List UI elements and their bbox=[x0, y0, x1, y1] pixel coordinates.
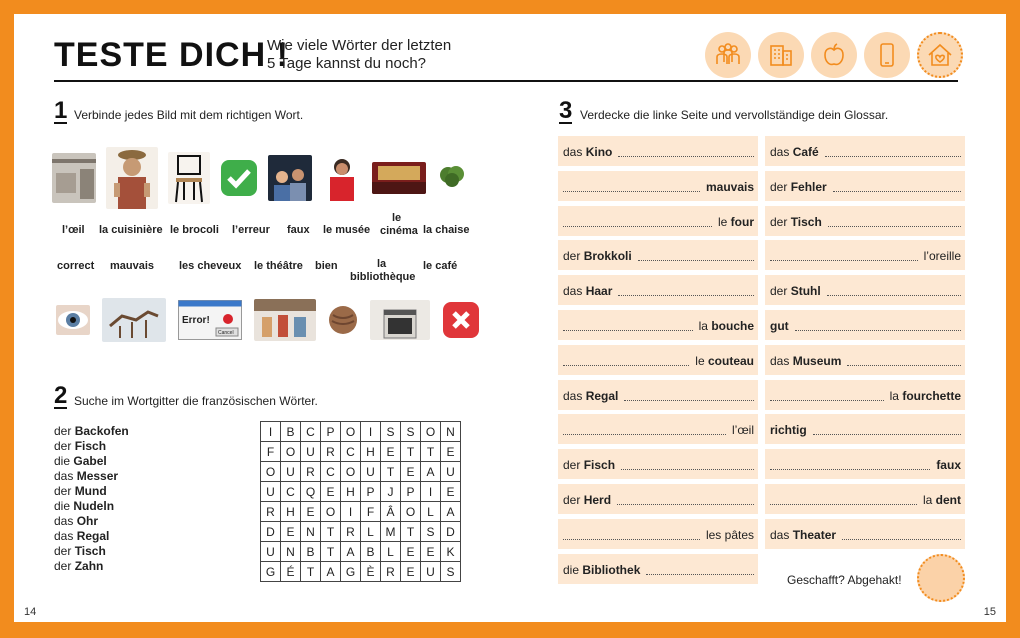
glossary-term bbox=[924, 249, 961, 263]
grid-cell[interactable]: O bbox=[421, 422, 441, 442]
grid-cell[interactable]: E bbox=[441, 482, 461, 502]
grid-cell[interactable]: S bbox=[401, 422, 421, 442]
chef-photo bbox=[106, 147, 158, 209]
glossary-word: pâtes bbox=[724, 527, 754, 542]
glossary-article: das bbox=[770, 145, 790, 159]
grid-row bbox=[261, 462, 461, 482]
search-word bbox=[54, 544, 129, 559]
grid-cell[interactable]: T bbox=[321, 522, 341, 542]
search-word bbox=[54, 559, 129, 574]
glossary-term bbox=[890, 389, 961, 403]
answer-line[interactable] bbox=[795, 330, 961, 331]
glossary-article: le bbox=[695, 353, 705, 368]
glossary-term bbox=[770, 528, 836, 542]
grid-cell[interactable]: O bbox=[401, 502, 421, 522]
glossary-word: Fehler bbox=[790, 179, 827, 194]
glossary-article: la bbox=[922, 493, 933, 507]
grid-cell[interactable]: T bbox=[401, 522, 421, 542]
grid-cell[interactable]: H bbox=[341, 482, 361, 502]
grid-cell[interactable]: T bbox=[401, 442, 421, 462]
answer-line[interactable] bbox=[828, 226, 961, 227]
glossary-cell[interactable] bbox=[765, 240, 965, 270]
glossary-word: l’oreille bbox=[923, 249, 961, 264]
answer-line[interactable] bbox=[813, 434, 961, 435]
glossary-word: mauvais bbox=[705, 179, 754, 194]
glossary-term bbox=[936, 458, 961, 472]
word-option: correct bbox=[57, 260, 95, 272]
search-word-noun: Mund bbox=[74, 484, 107, 498]
word-search-grid bbox=[260, 421, 461, 582]
page-subtitle bbox=[267, 37, 451, 73]
glossary-term bbox=[770, 180, 827, 194]
word-option: mauvais bbox=[110, 260, 155, 272]
search-word-article: der bbox=[54, 484, 72, 498]
grid-cell[interactable]: T bbox=[381, 462, 401, 482]
oven-photo bbox=[370, 300, 430, 340]
glossary-cell[interactable] bbox=[765, 345, 965, 375]
search-word-noun: Ohr bbox=[76, 514, 99, 528]
glossary-cell[interactable] bbox=[558, 171, 758, 201]
word-option: le café bbox=[423, 260, 458, 272]
answer-line[interactable] bbox=[563, 191, 700, 192]
eye-photo bbox=[56, 305, 90, 335]
grid-cell[interactable]: A bbox=[321, 562, 341, 582]
word-option: la bbox=[377, 258, 387, 270]
grid-cell[interactable]: H bbox=[281, 502, 301, 522]
word-option: la chaise bbox=[423, 224, 470, 236]
glossary-term bbox=[770, 145, 819, 159]
grid-cell[interactable]: T bbox=[301, 562, 321, 582]
answer-line[interactable] bbox=[770, 504, 917, 505]
glossary-cell[interactable] bbox=[558, 484, 758, 514]
cinema-audience-photo bbox=[268, 155, 312, 201]
page-number-right: 15 bbox=[983, 606, 996, 618]
grid-cell[interactable]: P bbox=[401, 482, 421, 502]
done-label: Geschafft? Abgehakt! bbox=[787, 573, 902, 587]
grid-row bbox=[261, 502, 461, 522]
glossary-article: das bbox=[563, 284, 583, 299]
answer-line[interactable] bbox=[847, 365, 961, 366]
glossary-word: Haar bbox=[585, 284, 613, 299]
grid-cell[interactable]: E bbox=[421, 542, 441, 562]
grid-cell[interactable]: P bbox=[321, 422, 341, 442]
glossary-cell[interactable] bbox=[558, 240, 758, 270]
grid-cell[interactable]: M bbox=[381, 522, 401, 542]
search-word-article: der bbox=[54, 559, 72, 573]
glossary-word: Brokkoli bbox=[583, 249, 632, 264]
glossary-word: Herd bbox=[583, 493, 612, 507]
grid-row bbox=[261, 442, 461, 462]
answer-line[interactable] bbox=[825, 156, 961, 157]
glossary-cell[interactable] bbox=[558, 554, 758, 584]
glossary-term bbox=[770, 319, 789, 333]
search-word-noun: Messer bbox=[76, 469, 119, 483]
word-option: le musée bbox=[323, 224, 371, 236]
done-checkbox[interactable] bbox=[917, 554, 965, 602]
grid-cell[interactable]: S bbox=[421, 522, 441, 542]
grid-cell[interactable]: L bbox=[361, 522, 381, 542]
glossary-cell[interactable] bbox=[765, 275, 965, 305]
grid-cell[interactable]: B bbox=[281, 422, 301, 442]
woman-thinking-photo bbox=[322, 155, 362, 201]
exercise-1-number: 1 bbox=[54, 97, 68, 124]
answer-line[interactable] bbox=[770, 469, 930, 470]
search-word-article: das bbox=[54, 529, 74, 543]
grid-cell[interactable]: U bbox=[441, 462, 461, 482]
word-option: l’œil bbox=[62, 224, 85, 236]
grid-cell[interactable]: E bbox=[401, 542, 421, 562]
grid-cell[interactable]: N bbox=[281, 542, 301, 562]
word-row-1 bbox=[14, 210, 494, 240]
glossary-article: der bbox=[770, 284, 788, 299]
house-heart-icon bbox=[917, 32, 963, 78]
grid-cell[interactable]: A bbox=[421, 462, 441, 482]
kitchen-photo bbox=[52, 153, 96, 203]
answer-line[interactable] bbox=[624, 400, 754, 401]
grid-cell[interactable]: I bbox=[261, 422, 281, 442]
grid-cell[interactable]: O bbox=[341, 422, 361, 442]
grid-cell[interactable]: R bbox=[301, 462, 321, 482]
grid-cell[interactable]: R bbox=[321, 442, 341, 462]
glossary-term bbox=[923, 493, 961, 507]
word-option: bien bbox=[315, 260, 338, 272]
glossary-term bbox=[699, 319, 754, 333]
grid-cell[interactable]: P bbox=[361, 482, 381, 502]
grid-row bbox=[261, 482, 461, 502]
glossary-article: das bbox=[563, 388, 583, 403]
apple-icon bbox=[811, 32, 857, 78]
search-word-noun: Zahn bbox=[74, 559, 104, 573]
grid-cell[interactable]: S bbox=[441, 562, 461, 582]
grid-cell[interactable]: H bbox=[361, 442, 381, 462]
glossary-cell[interactable] bbox=[765, 136, 965, 166]
glossary-cell[interactable] bbox=[765, 310, 965, 340]
error-dialog-image bbox=[178, 300, 242, 340]
grid-cell[interactable]: Â bbox=[381, 502, 401, 522]
glossary-article: das bbox=[770, 527, 790, 542]
answer-line[interactable] bbox=[563, 365, 689, 366]
page-number-left: 14 bbox=[24, 606, 37, 618]
word-option: cinéma bbox=[380, 225, 418, 237]
grid-cell[interactable]: E bbox=[401, 562, 421, 582]
grid-cell[interactable]: U bbox=[301, 442, 321, 462]
grid-cell[interactable]: N bbox=[301, 522, 321, 542]
grid-cell[interactable]: C bbox=[321, 462, 341, 482]
image-row-bottom bbox=[56, 298, 480, 342]
search-word bbox=[54, 469, 129, 484]
grid-cell[interactable]: C bbox=[281, 482, 301, 502]
grid-cell[interactable]: O bbox=[321, 502, 341, 522]
glossary-article: der bbox=[770, 214, 788, 229]
glossary-article: das bbox=[563, 145, 583, 159]
glossary-term bbox=[563, 458, 615, 472]
search-word-noun: Backofen bbox=[74, 424, 129, 438]
glossary-word: Museum bbox=[792, 353, 842, 368]
answer-line[interactable] bbox=[638, 260, 754, 261]
grid-cell[interactable]: Q bbox=[301, 482, 321, 502]
green-check-icon bbox=[220, 159, 258, 197]
broccoli-photo bbox=[436, 161, 466, 195]
grid-cell[interactable]: G bbox=[261, 562, 281, 582]
grid-cell[interactable]: I bbox=[421, 482, 441, 502]
glossary-cell[interactable] bbox=[558, 275, 758, 305]
answer-line[interactable] bbox=[563, 539, 700, 540]
glossary-word: couteau bbox=[707, 353, 754, 368]
topic-icons bbox=[705, 32, 963, 78]
glossary-article: les bbox=[705, 527, 722, 542]
glossary-article: la bbox=[698, 319, 708, 333]
grid-cell[interactable]: O bbox=[281, 442, 301, 462]
glossary-term bbox=[563, 145, 612, 159]
smartphone-icon bbox=[864, 32, 910, 78]
word-option: faux bbox=[287, 224, 310, 236]
glossary-word: dent bbox=[935, 493, 961, 507]
glossary-word: richtig bbox=[770, 423, 807, 438]
answer-line[interactable] bbox=[770, 400, 884, 401]
grid-cell[interactable]: N bbox=[441, 422, 461, 442]
grid-cell[interactable]: I bbox=[361, 422, 381, 442]
glossary-cell[interactable] bbox=[765, 206, 965, 236]
grid-cell[interactable]: E bbox=[381, 442, 401, 462]
answer-line[interactable] bbox=[621, 469, 754, 470]
glossary-word: Bibliothek bbox=[582, 562, 641, 577]
grid-cell[interactable]: L bbox=[421, 502, 441, 522]
theatre-hall-photo bbox=[372, 162, 426, 194]
answer-line[interactable] bbox=[618, 295, 754, 296]
glossary-cell[interactable] bbox=[765, 449, 965, 479]
grid-cell[interactable]: K bbox=[441, 542, 461, 562]
image-row-top bbox=[52, 147, 466, 209]
chair-photo bbox=[168, 152, 210, 204]
search-word bbox=[54, 454, 129, 469]
search-word-article: das bbox=[54, 469, 74, 483]
glossary-word: l’œil bbox=[732, 423, 754, 438]
glossary-cell[interactable] bbox=[558, 449, 758, 479]
glossary-term bbox=[563, 563, 640, 577]
glossary-term bbox=[732, 423, 754, 437]
grid-cell[interactable]: U bbox=[261, 542, 281, 562]
grid-cell[interactable]: C bbox=[341, 442, 361, 462]
word-option: l’erreur bbox=[232, 224, 270, 236]
grid-row bbox=[261, 422, 461, 442]
grid-row bbox=[261, 522, 461, 542]
museum-skeleton-photo bbox=[102, 298, 166, 342]
grid-cell[interactable]: O bbox=[261, 462, 281, 482]
grid-cell[interactable]: F bbox=[361, 502, 381, 522]
glossary-article: der bbox=[770, 179, 788, 194]
glossary-article: der bbox=[563, 249, 581, 264]
grid-cell[interactable]: F bbox=[261, 442, 281, 462]
grid-cell[interactable]: O bbox=[341, 462, 361, 482]
grid-cell[interactable]: U bbox=[281, 462, 301, 482]
search-word bbox=[54, 499, 129, 514]
grid-cell[interactable]: J bbox=[381, 482, 401, 502]
glossary-term bbox=[563, 493, 611, 507]
glossary-cell[interactable] bbox=[765, 519, 965, 549]
search-word-article: der bbox=[54, 439, 72, 453]
search-word-noun: Fisch bbox=[74, 439, 107, 453]
word-option: bibliothèque bbox=[350, 271, 416, 283]
grid-cell[interactable]: U bbox=[421, 562, 441, 582]
glossary-cell[interactable] bbox=[765, 380, 965, 410]
glossary-word: Stuhl bbox=[790, 284, 821, 299]
grid-cell[interactable]: C bbox=[301, 422, 321, 442]
glossary-article: der bbox=[563, 458, 581, 473]
word-option: les cheveux bbox=[179, 260, 242, 272]
glossary-article: das bbox=[770, 353, 790, 368]
people-icon bbox=[705, 32, 751, 78]
grid-cell[interactable]: B bbox=[361, 542, 381, 562]
workbook-spread bbox=[14, 14, 1006, 622]
hair-photo bbox=[328, 305, 358, 335]
glossary-cell[interactable] bbox=[765, 484, 965, 514]
search-word bbox=[54, 439, 129, 454]
glossary-cell[interactable] bbox=[558, 519, 758, 549]
glossary-article: der bbox=[563, 493, 581, 507]
exercise-3-number: 3 bbox=[559, 97, 573, 124]
glossary-word: four bbox=[730, 214, 754, 229]
subtitle-line-1: Wie viele Wörter der letzten bbox=[267, 37, 452, 54]
glossary-word: Kino bbox=[585, 145, 613, 159]
search-word bbox=[54, 424, 129, 439]
word-row-2 bbox=[14, 254, 494, 284]
search-word bbox=[54, 514, 129, 529]
glossary-article: le bbox=[717, 214, 728, 229]
glossary-cell[interactable] bbox=[765, 171, 965, 201]
exercise-2-number: 2 bbox=[54, 382, 68, 409]
grid-cell[interactable]: R bbox=[381, 562, 401, 582]
exercise-2-instruction: Suche im Wortgitter die französischen Wörter. bbox=[74, 394, 318, 408]
grid-cell[interactable]: D bbox=[261, 522, 281, 542]
grid-cell[interactable]: U bbox=[361, 462, 381, 482]
answer-line[interactable] bbox=[827, 295, 961, 296]
glossary-word: Theater bbox=[792, 527, 837, 542]
grid-cell[interactable]: E bbox=[401, 462, 421, 482]
glossary-word: bouche bbox=[711, 319, 754, 333]
grid-row bbox=[261, 542, 461, 562]
error-dialog-button: Cancel bbox=[218, 330, 234, 336]
search-word-article: die bbox=[54, 454, 71, 468]
grid-cell[interactable]: I bbox=[341, 502, 361, 522]
glossary-term bbox=[770, 215, 822, 229]
grid-cell[interactable]: S bbox=[381, 422, 401, 442]
glossary-term bbox=[563, 249, 632, 263]
grid-cell[interactable]: È bbox=[361, 562, 381, 582]
answer-line[interactable] bbox=[842, 539, 961, 540]
glossary-term bbox=[770, 354, 841, 368]
glossary-article: la bbox=[889, 388, 899, 403]
glossary-term bbox=[706, 528, 754, 542]
answer-line[interactable] bbox=[563, 226, 712, 227]
glossary-term bbox=[563, 284, 612, 298]
grid-cell[interactable]: D bbox=[441, 522, 461, 542]
answer-line[interactable] bbox=[770, 260, 918, 261]
search-word bbox=[54, 529, 129, 544]
building-icon bbox=[758, 32, 804, 78]
glossary-cell[interactable] bbox=[558, 206, 758, 236]
glossary-word: gut bbox=[770, 319, 789, 333]
grid-cell[interactable]: A bbox=[441, 502, 461, 522]
glossary-term bbox=[563, 389, 618, 403]
search-word-article: die bbox=[54, 499, 71, 513]
grid-cell[interactable]: R bbox=[341, 522, 361, 542]
exercise-1-instruction: Verbinde jedes Bild mit dem richtigen Wort. bbox=[74, 108, 304, 122]
title-underline bbox=[54, 80, 958, 82]
subtitle-line-2: 5 Tage kannst du noch? bbox=[267, 55, 427, 72]
glossary-article: die bbox=[563, 562, 580, 577]
answer-line[interactable] bbox=[617, 504, 754, 505]
answer-line[interactable] bbox=[563, 434, 726, 435]
glossary-term bbox=[706, 180, 754, 194]
answer-line[interactable] bbox=[563, 330, 693, 331]
glossary-cell[interactable] bbox=[558, 414, 758, 444]
glossary-word: fourchette bbox=[902, 388, 961, 403]
answer-line[interactable] bbox=[618, 156, 754, 157]
search-word bbox=[54, 484, 129, 499]
grid-row bbox=[261, 562, 461, 582]
grid-cell[interactable]: E bbox=[321, 482, 341, 502]
word-option: le brocoli bbox=[170, 224, 219, 236]
word-option: la cuisinière bbox=[99, 224, 163, 236]
search-word-list bbox=[54, 424, 129, 574]
red-x-icon bbox=[442, 301, 480, 339]
search-word-article: der bbox=[54, 544, 72, 558]
grid-cell[interactable]: E bbox=[281, 522, 301, 542]
search-word-noun: Gabel bbox=[73, 454, 107, 468]
grid-cell[interactable]: T bbox=[421, 442, 441, 462]
glossary-word: faux bbox=[936, 458, 961, 473]
glossary-word: Fisch bbox=[583, 458, 616, 473]
grid-cell[interactable]: É bbox=[281, 562, 301, 582]
glossary-term bbox=[718, 215, 754, 229]
grid-cell[interactable]: L bbox=[381, 542, 401, 562]
glossary-cell[interactable] bbox=[558, 345, 758, 375]
grid-cell[interactable]: T bbox=[321, 542, 341, 562]
glossary-term bbox=[770, 284, 821, 298]
glossary-cell[interactable] bbox=[765, 414, 965, 444]
grid-cell[interactable]: G bbox=[341, 562, 361, 582]
glossary-cell[interactable] bbox=[558, 380, 758, 410]
library-photo bbox=[254, 299, 316, 341]
grid-cell[interactable]: U bbox=[261, 482, 281, 502]
glossary-cell[interactable] bbox=[558, 310, 758, 340]
glossary-term bbox=[695, 354, 754, 368]
word-option: le théâtre bbox=[254, 260, 303, 272]
grid-cell[interactable]: A bbox=[341, 542, 361, 562]
glossary-cell[interactable] bbox=[558, 136, 758, 166]
search-word-noun: Nudeln bbox=[73, 499, 115, 513]
search-word-noun: Regal bbox=[76, 529, 110, 543]
grid-cell[interactable]: R bbox=[261, 502, 281, 522]
error-dialog-text: Error! bbox=[182, 315, 210, 326]
answer-line[interactable] bbox=[646, 574, 754, 575]
search-word-article: der bbox=[54, 424, 72, 438]
grid-cell[interactable]: B bbox=[301, 542, 321, 562]
exercise-3-instruction: Verdecke die linke Seite und vervollständige dein Glossar. bbox=[580, 108, 889, 122]
glossary-term bbox=[770, 423, 807, 437]
grid-cell[interactable]: E bbox=[441, 442, 461, 462]
answer-line[interactable] bbox=[833, 191, 961, 192]
glossary-word: Regal bbox=[585, 388, 619, 403]
page-title: TESTE DICH ! bbox=[54, 36, 289, 74]
glossary-word: Café bbox=[792, 145, 819, 159]
grid-cell[interactable]: E bbox=[301, 502, 321, 522]
word-option: le bbox=[392, 212, 402, 224]
glossary-word: Tisch bbox=[790, 214, 822, 229]
search-word-noun: Tisch bbox=[74, 544, 106, 558]
search-word-article: das bbox=[54, 514, 74, 528]
